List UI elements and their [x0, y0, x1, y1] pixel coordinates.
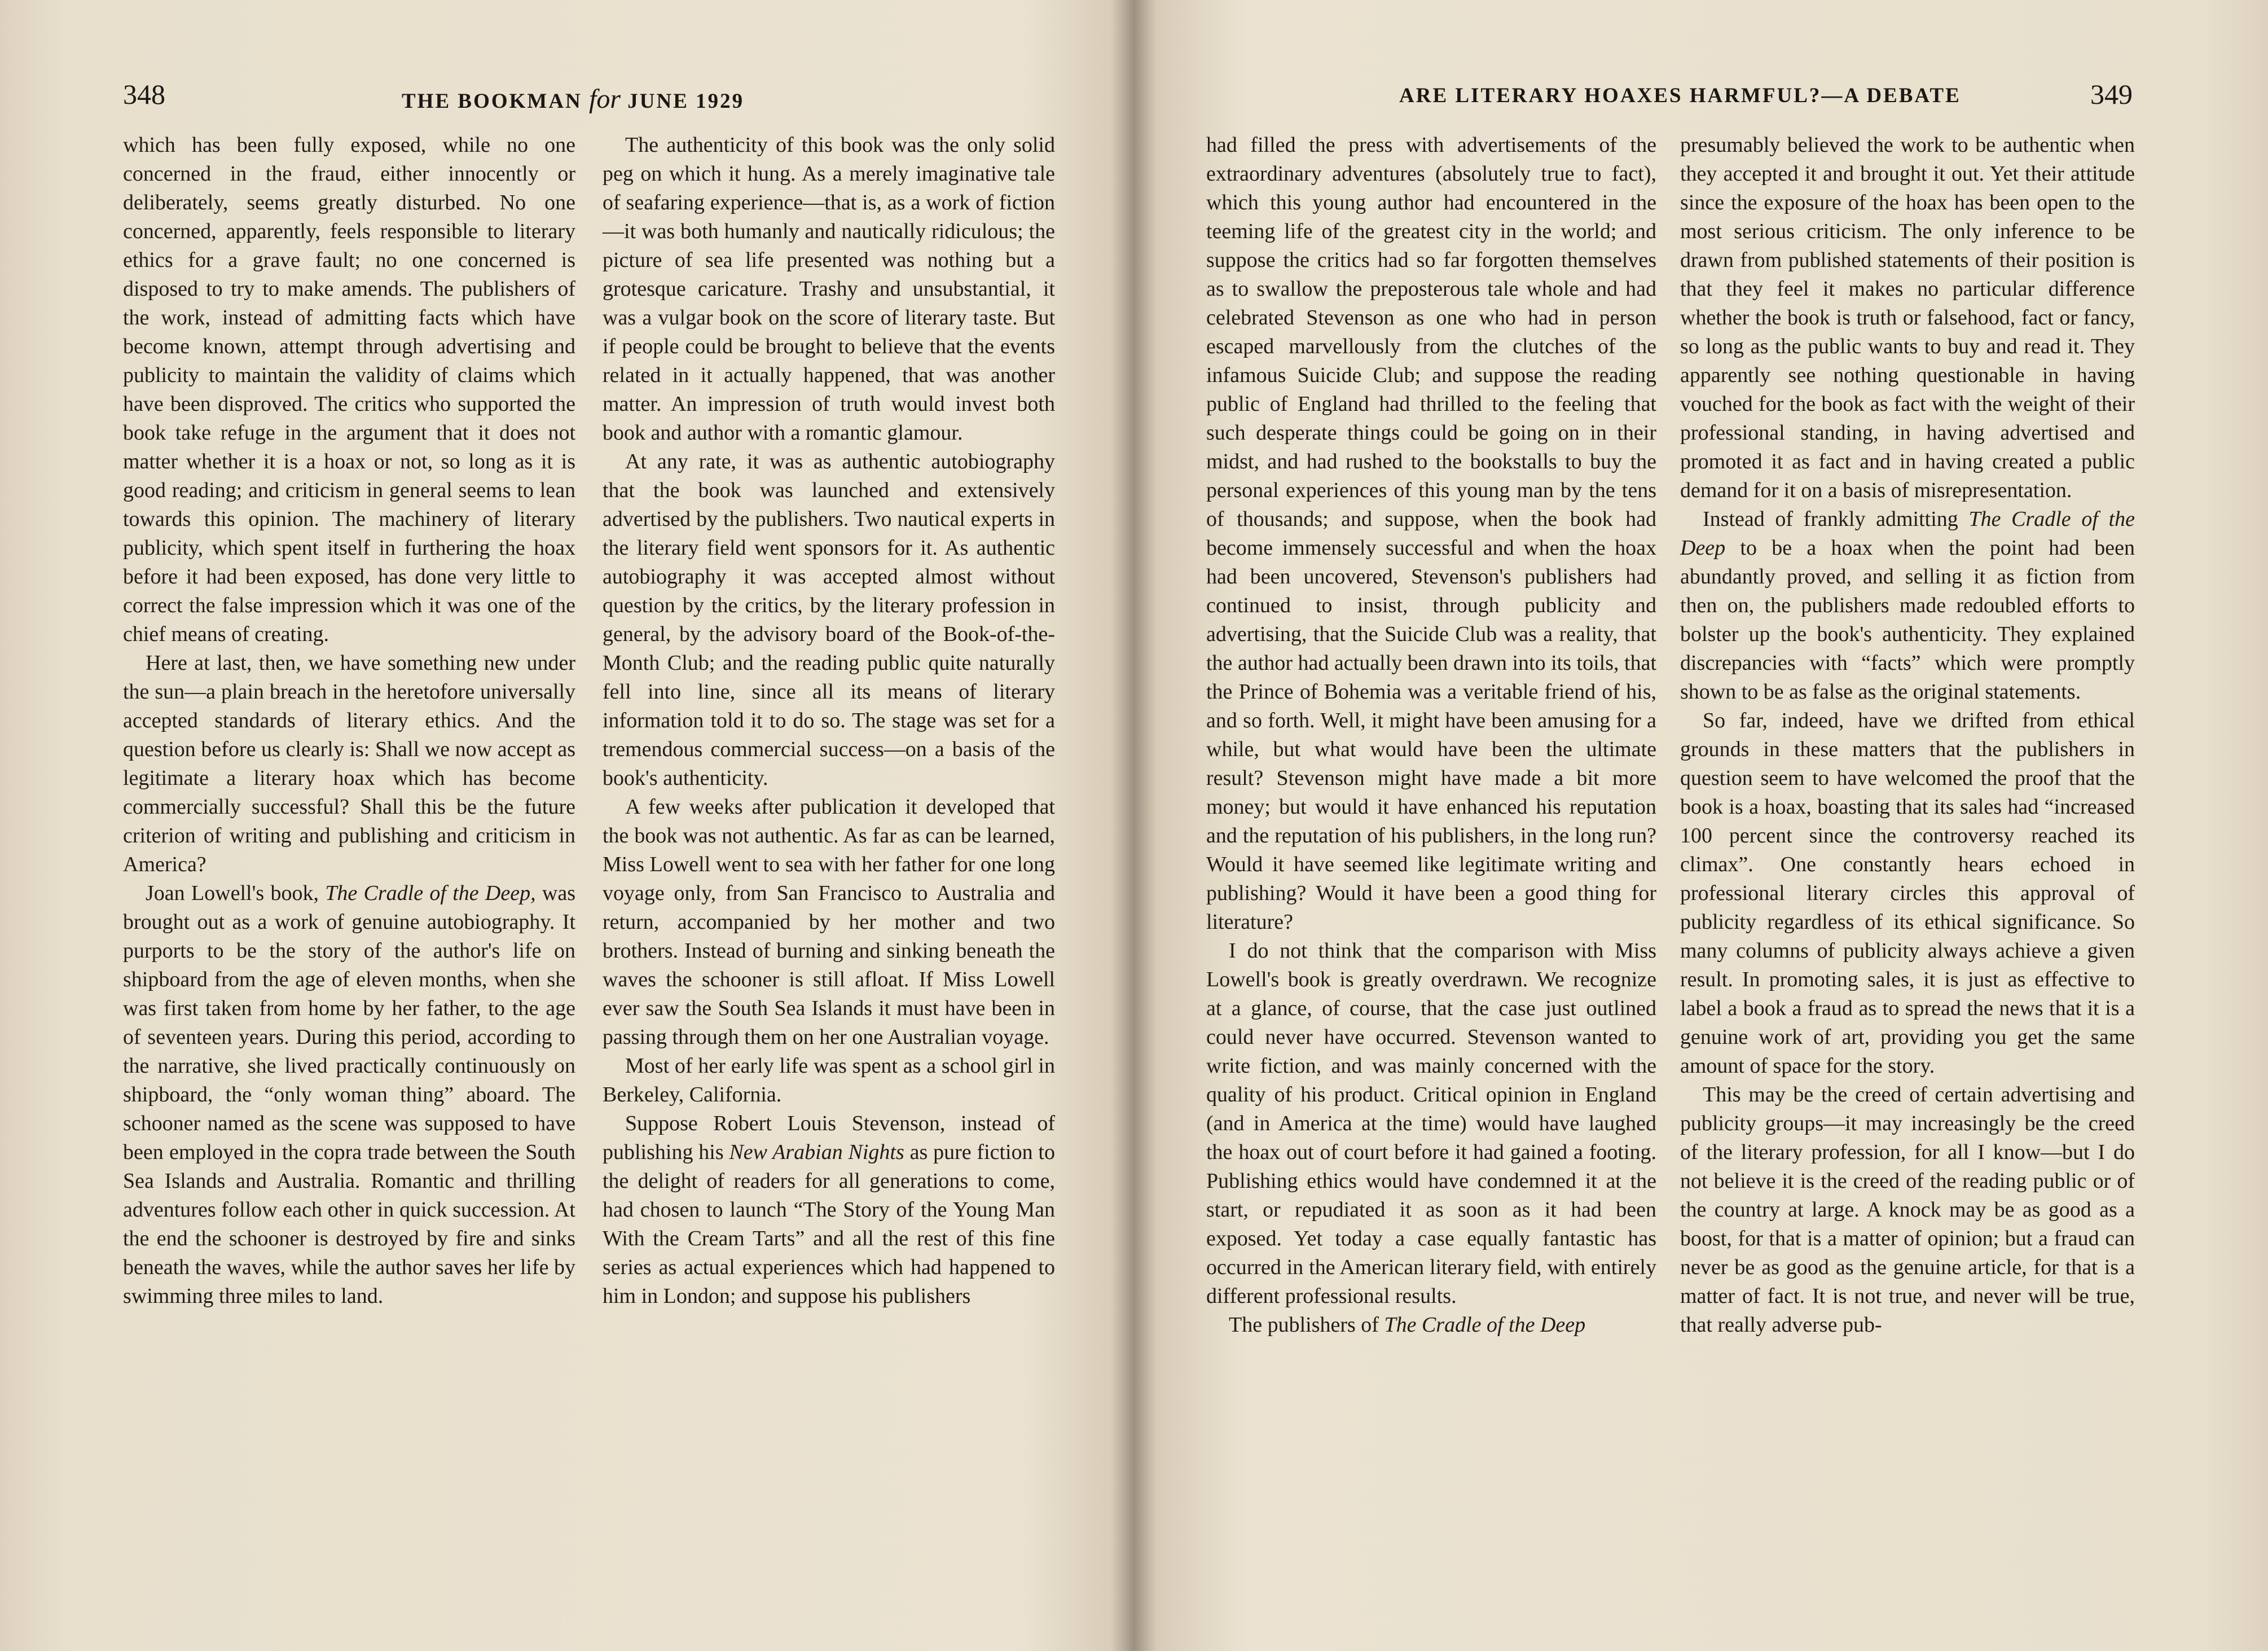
page-number: 348: [123, 78, 165, 110]
running-head-part: THE BOOKMAN: [402, 90, 590, 113]
right-page: [1128, 0, 2268, 1651]
paragraph-text: to be a hoax when the point had been abundantly proved, and selling it as fiction from then on, the publishers made redoubled efforts to bolster up the book's authenticity. They explained discrepancies with “facts” which were promptly shown to be as false as the original statements.: [1680, 536, 2135, 704]
paragraph-text: Suppose Robert Louis Stevenson, instead of publishing his: [603, 1112, 1055, 1164]
paragraph: [603, 1109, 1055, 1311]
book-title: New Arabian Nights: [729, 1140, 904, 1164]
page-number: 349: [2090, 78, 2133, 110]
paragraph-text: Joan Lowell's book,: [146, 881, 326, 905]
paragraph: [1680, 505, 2135, 706]
running-head-for: for: [589, 84, 621, 114]
book-title: The Cradle of the Deep: [1384, 1313, 1586, 1337]
paragraph: [123, 879, 575, 1311]
left-page: [0, 0, 1128, 1651]
paragraph: Here at last, then, we have something new under the sun—a plain breach in the heretofore universally accepted standards of literary ethics. And the question before us clearly is: Shall we now accept as legitimate a literary hoax which has become commercially successful? Shall this be the future criterion of writing and publishing and criticism in America?: [123, 651, 575, 876]
paragraph: presumably believed the work to be authentic when they accepted it and brought it out. Yet their attitude since the exposure of the hoax has been open to the most serious criticism. The only inference to be drawn from published statements of their position is that they feel it makes no particular difference whether the book is truth or falsehood, fact or fancy, so long as the public wants to buy and read it. They apparently see nothing questionable in having vouched for the book as fact with the weight of their professional standing, in having advertised and promoted it as fact and in having created a public demand for it on a basis of misrepresentation.: [1680, 133, 2135, 502]
right-column-1: [1206, 131, 1656, 1340]
right-column-2: [1680, 131, 2135, 1340]
paragraph-text: as pure fiction to the delight of readers for all generations to come, had chosen to launch “The Story of the Young Man With the Cream Tarts” and all the rest of this fine series as actual experiences which had happened to him in London; and suppose his publishers: [603, 1140, 1055, 1308]
paragraph-text: was brought out as a work of genuine autobiography. It purports to be the story of the author's life on shipboard from the age of eleven months, when she was first taken from home by her father, to the age of seventeen years. During this period, according to the narrative, she lived practically continuously on shipboard, the “only woman thing” aboard. The schooner named as the scene was supposed to have been employed in the copra trade between the South Sea Islands and Australia. Romantic and thrilling adventures follow each other in quick succession. At the end the schooner is destroyed by fire and sinks beneath the waves, while the author saves her life by swimming three miles to land.: [123, 881, 575, 1308]
book-title: The Cradle of the Deep,: [325, 881, 536, 905]
paragraph: [1206, 1311, 1656, 1340]
paragraph: The authenticity of this book was the only solid peg on which it hung. As a merely imaginative tale of seafaring experience—that is, as a work of fiction—it was both humanly and nautically ridiculous; the picture of sea life presented was nothing but a grotesque caricature. Trashy and unsubstantial, it was a vulgar book on the score of literary taste. But if people could be brought to believe that the events related in it actually happened, that was another matter. An impression of truth would invest both book and author with a romantic glamour.: [603, 133, 1055, 445]
paragraph: I do not think that the comparison with Miss Lowell's book is greatly overdrawn. We recognize at a glance, of course, that the case just outlined could never have occurred. Stevenson wanted to write fiction, and was mainly concerned with the quality of his product. Critical opinion in England (and in America at the time) would have laughed the hoax out of court before it had gained a footing. Publishing ethics would have condemned it at the start, or repudiated it as soon as it had been exposed. Yet today a case equally fantastic has occurred in the American literary field, with entirely different professional results.: [1206, 939, 1656, 1308]
paragraph-text: The publishers of: [1229, 1313, 1384, 1337]
paragraph: A few weeks after publication it developed that the book was not authentic. As far as can be learned, Miss Lowell went to sea with her father for one long voyage only, from San Francisco to Australia and return, accompanied by her mother and two brothers. Instead of burning and sinking beneath the waves the schooner is still afloat. If Miss Lowell ever saw the South Sea Islands it must have been in passing through them on her one Australian voyage.: [603, 795, 1055, 1049]
paragraph-text: Instead of frankly admitting: [1703, 507, 1969, 531]
left-column-1: [123, 131, 575, 1311]
running-head-part: JUNE 1929: [621, 90, 745, 113]
paragraph: which has been fully exposed, while no one concerned in the fraud, either innocently or deliberately, seems greatly disturbed. No one concerned, apparently, feels responsible to literary ethics for a grave fault; no one concerned is disposed to try to make amends. The publishers of the work, instead of admitting facts which have become known, attempt through advertising and publicity to maintain the validity of claims which have been disproved. The critics who supported the book take refuge in the argument that it does not matter whether it is a hoax or not, so long as it is good reading; and criticism in general seems to lean towards this opinion. The machinery of literary publicity, which spent itself in furthering the hoax before it had been exposed, has done very little to correct the false impression which it was one of the chief means of creating.: [123, 133, 575, 646]
running-head: [402, 84, 744, 115]
paragraph: So far, indeed, have we drifted from ethical grounds in these matters that the publishers in question seem to have welcomed the proof that the book is a hoax, boasting that its sales had “increased 100 percent since the controversy reached its climax”. One constantly hears echoed in professional literary circles this approval of publicity regardless of its ethical significance. So many columns of publicity always achieve a given result. In promoting sales, it is just as effective to label a book a fraud as to spread the news that it is a genuine work of art, providing you get the same amount of space for the story.: [1680, 709, 2135, 1078]
paragraph: This may be the creed of certain advertising and publicity groups—it may increasingly be the creed of the literary profession, for all I know—but I do not believe it is the creed of the reading public or of the country at large. A knock may be as good as a boost, for that is a matter of opinion; but a fraud can never be as good as the genuine article, for that is a matter of fact. It is not true, and never will be true, that really adverse pub-: [1680, 1083, 2135, 1337]
paragraph: had filled the press with advertisements of the extraordinary adventures (absolutely true to fact), which this young author had encountered in the teeming life of the greatest city in the world; and suppose the critics had so far forgotten themselves as to swallow the preposterous tale whole and had celebrated Stevenson as one who had in person escaped marvellously from the clutches of the infamous Suicide Club; and suppose the reading public of England had thrilled to the feeling that such desperate things could be going on in their midst, and had rushed to the bookstalls to buy the personal experiences of this young man by the tens of thousands; and suppose, when the book had become immensely successful and when the hoax had been uncovered, Stevenson's publishers had continued to insist, through publicity and advertising, that the Suicide Club was a reality, that the author had actually been drawn into its toils, that the Prince of Bohemia was a veritable friend of his, and so forth. Well, it might have been amusing for a while, but what would have been the ultimate result? Stevenson might have made a bit more money; but would it have enhanced his reputation and the reputation of his publishers, in the long run? Would it have seemed like legitimate writing and publishing? Would it have been a good thing for literature?: [1206, 133, 1656, 934]
paragraph: At any rate, it was as authentic autobiography that the book was launched and extensively advertised by the publishers. Two nautical experts in the literary field went sponsors for it. As authentic autobiography it was accepted almost without question by the critics, by the literary profession in general, by the advisory board of the Book-of-the-Month Club; and the reading public quite naturally fell into line, since all its means of literary information told it to do so. The stage was set for a tremendous commercial success—on a basis of the book's authenticity.: [603, 450, 1055, 790]
running-head: ARE LITERARY HOAXES HARMFUL?—A DEBATE: [1399, 84, 1961, 107]
book-title: The Cradle of the Deep: [1680, 507, 2135, 560]
paragraph: Most of her early life was spent as a school girl in Berkeley, California.: [603, 1054, 1055, 1106]
left-column-2: [603, 131, 1055, 1311]
